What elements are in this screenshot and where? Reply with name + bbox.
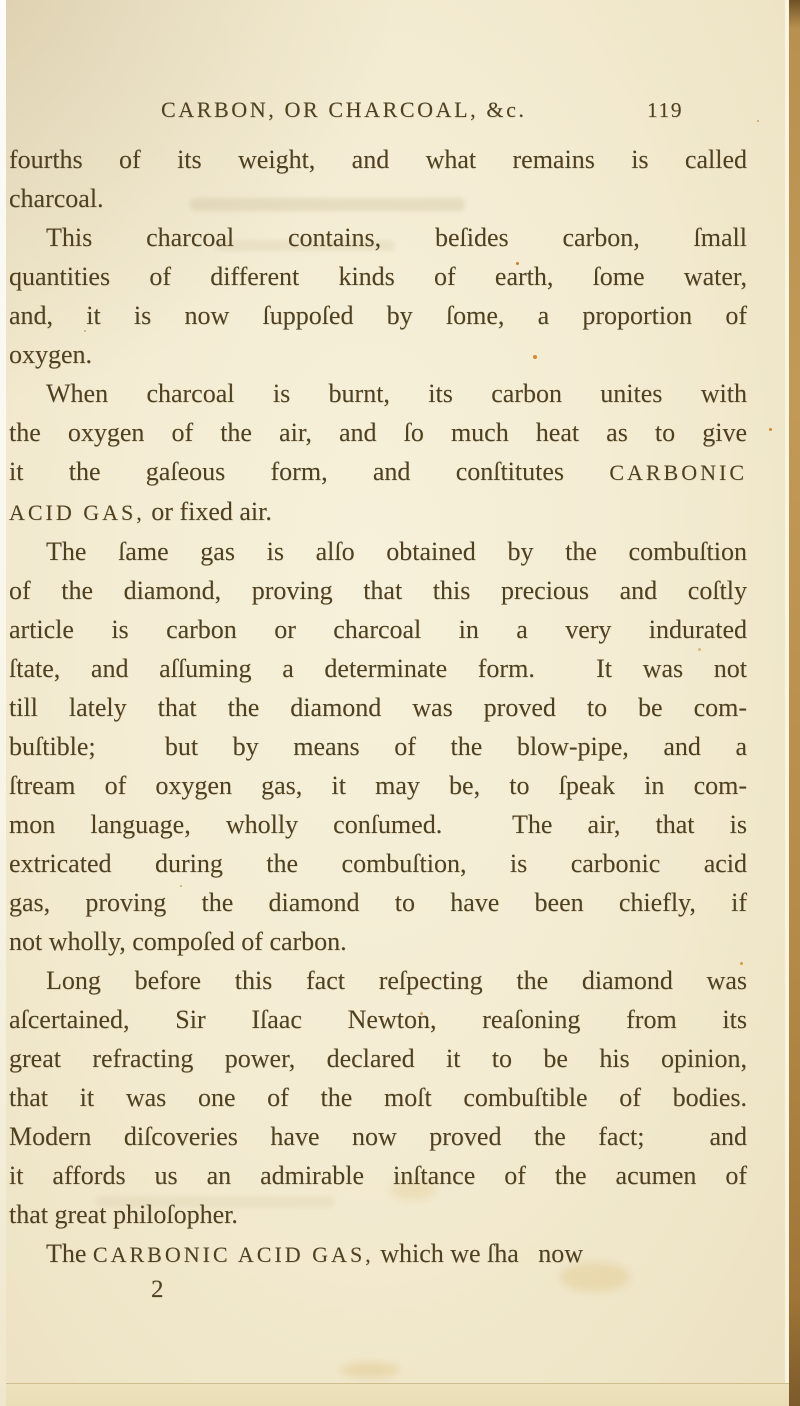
line-text: that great philoſopher. [9, 1200, 238, 1229]
line-text: it the gaſeous form, and conſtitutes [9, 457, 610, 486]
text-line [9, 179, 747, 218]
text-line [9, 805, 747, 844]
text-line [9, 1078, 747, 1117]
line-text: extricated during the combuſtion, is carbonic acid [9, 849, 747, 878]
text-line [9, 492, 747, 532]
line-text: mon language, wholly conſumed. The air, that is [9, 810, 747, 839]
text-line [9, 532, 747, 571]
text-line [9, 374, 747, 413]
text-line [9, 922, 747, 961]
text-line [9, 1039, 747, 1078]
line-text: quantities of different kinds of earth, ſome water, [9, 262, 747, 291]
line-text: oxygen. [9, 340, 93, 369]
line-text-smallcaps: CARBONIC [609, 460, 747, 485]
line-text: ſtate, and aſſuming a determinate form. It was not [9, 654, 747, 683]
text-line [9, 296, 747, 335]
line-text: great refracting power, declared it to be his opinion, [9, 1044, 747, 1073]
text-block [9, 140, 747, 1274]
text-line [9, 257, 747, 296]
line-text: Long before this fact reſpecting the diamond was [46, 966, 747, 995]
text-line [9, 140, 747, 179]
text-line [9, 1195, 747, 1234]
line-text: charcoal. [9, 184, 104, 213]
line-text-smallcaps: CARBONIC ACID GAS, [92, 1242, 374, 1267]
line-text: article is carbon or charcoal in a very indurated [9, 615, 747, 644]
header-title: CARBON, OR CHARCOAL, &c. [161, 97, 527, 122]
line-text: the oxygen of the air, and ſo much heat as to give [9, 418, 747, 447]
line-text: and, it is now ſuppoſed by ſome, a proportion of [9, 301, 747, 330]
text-line [9, 571, 747, 610]
text-line [9, 335, 747, 374]
line-text: that it was one of the moſt combuſtible of bodies. [9, 1083, 747, 1112]
text-line [9, 766, 747, 805]
text-line [9, 1000, 747, 1039]
text-line [9, 844, 747, 883]
line-text: ſtream of oxygen gas, it may be, to ſpeak in com- [9, 771, 747, 800]
line-text: Modern diſcoveries have now proved the fact; and [9, 1122, 747, 1151]
text-line [9, 1156, 747, 1195]
text-line [9, 961, 747, 1000]
page-left-edge [0, 0, 6, 1406]
text-line [9, 610, 747, 649]
line-text: fourths of its weight, and what remains is called [9, 145, 747, 174]
page-bottom-edge [6, 1383, 789, 1406]
paper-speck [769, 428, 772, 431]
line-text: When charcoal is burnt, its carbon unites with [46, 379, 747, 408]
text-line [9, 1234, 747, 1274]
line-text: The ſame gas is alſo obtained by the combuſtion [46, 537, 747, 566]
line-text: it affords us an admirable inſtance of the acumen of [9, 1161, 747, 1190]
running-header [9, 96, 747, 126]
paper-stain [340, 1362, 400, 1378]
text-line [9, 883, 747, 922]
signature-mark: 2 [151, 1276, 164, 1303]
text-line [9, 452, 747, 492]
paper-speck [757, 120, 759, 122]
page-number: 119 [647, 98, 683, 122]
text-line [9, 1117, 747, 1156]
text-line [9, 649, 747, 688]
line-text-smallcaps: ACID GAS, [9, 500, 145, 525]
line-text: not wholly, compoſed of carbon. [9, 927, 347, 956]
line-text: or fixed air. [144, 497, 272, 526]
text-line [9, 413, 747, 452]
line-text: buſtible; but by means of the blow-pipe, and a [9, 732, 747, 761]
line-text: The [46, 1239, 93, 1268]
text-line [9, 688, 747, 727]
book-edge [789, 0, 800, 1406]
line-text: which we ſha now [373, 1239, 584, 1268]
line-text: gas, proving the diamond to have been chiefly, if [9, 888, 747, 917]
line-text: This charcoal contains, beſides carbon, ſmall [46, 223, 747, 252]
line-text: till lately that the diamond was proved to be com- [9, 693, 747, 722]
line-text: aſcertained, Sir Iſaac Newton, reaſoning from its [9, 1005, 747, 1034]
line-text: of the diamond, proving that this precious and coſtly [9, 576, 747, 605]
text-line [9, 218, 747, 257]
text-line [9, 727, 747, 766]
